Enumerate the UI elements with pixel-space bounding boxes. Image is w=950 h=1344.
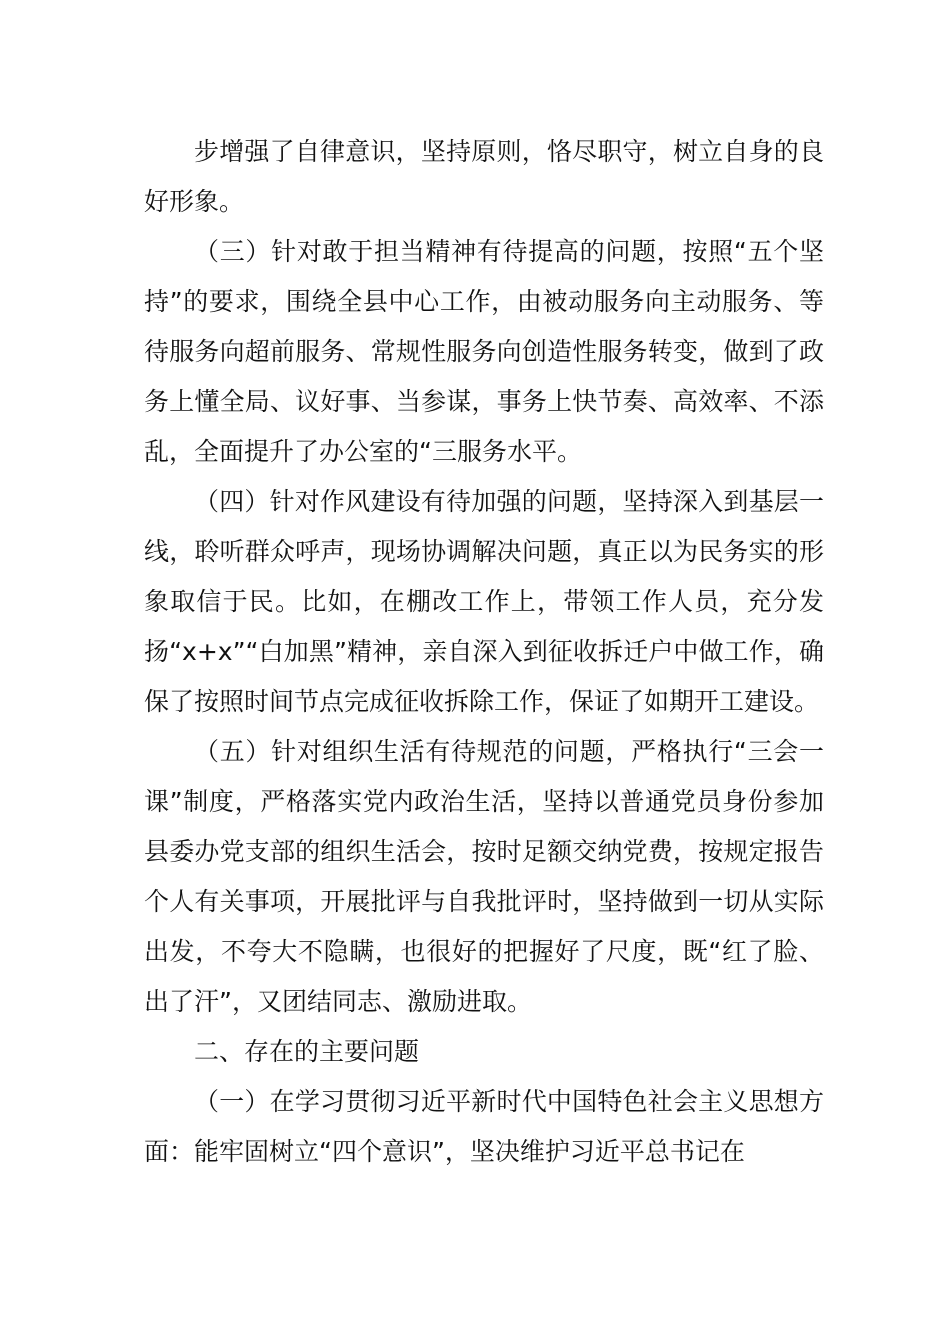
paragraph-problem-1: （一）在学习贯彻习近平新时代中国特色社会主义思想方面：能牢固树立“四个意识”，坚决维护习近平总书记在 — [144, 1087, 824, 1166]
section-heading: 二、存在的主要问题 — [194, 1037, 420, 1066]
paragraph-item-5: （五）针对组织生活有待规范的问题，严格执行“三会一课”制度，严格落实党内政治生活，坚持以普通党员身份参加县委办党支部的组织生活会，按时足额交纳党费，按规定报告个人有关事项，开展批评与自我批评时，坚持做到一切从实际出发，不夸大不隐瞒，也很好的把握好了尺度，既“红了脸、出了汗”，又团结同志、激励进取。 — [144, 737, 824, 1016]
document-body — [144, 127, 824, 1177]
paragraph-item-4: （四）针对作风建设有待加强的问题，坚持深入到基层一线，聆听群众呼声，现场协调解决问题，真正以为民务实的形象取信于民。比如，在棚改工作上，带领工作人员，充分发扬“x+x”“白加黑”精神，亲自深入到征收拆迁户中做工作，确保了按照时间节点完成征收拆除工作，保证了如期开工建设。 — [144, 487, 824, 716]
paragraph-continuation: 步增强了自律意识，坚持原则，恪尽职守，树立自身的良好形象。 — [144, 137, 824, 216]
paragraph-item-3: （三）针对敢于担当精神有待提高的问题，按照“五个坚持”的要求，围绕全县中心工作，由被动服务向主动服务、等待服务向超前服务、常规性服务向创造性服务转变，做到了政务上懂全局、议好事、当参谋，事务上快节奏、高效率、不添乱，全面提升了办公室的“三服务水平。 — [144, 237, 824, 466]
